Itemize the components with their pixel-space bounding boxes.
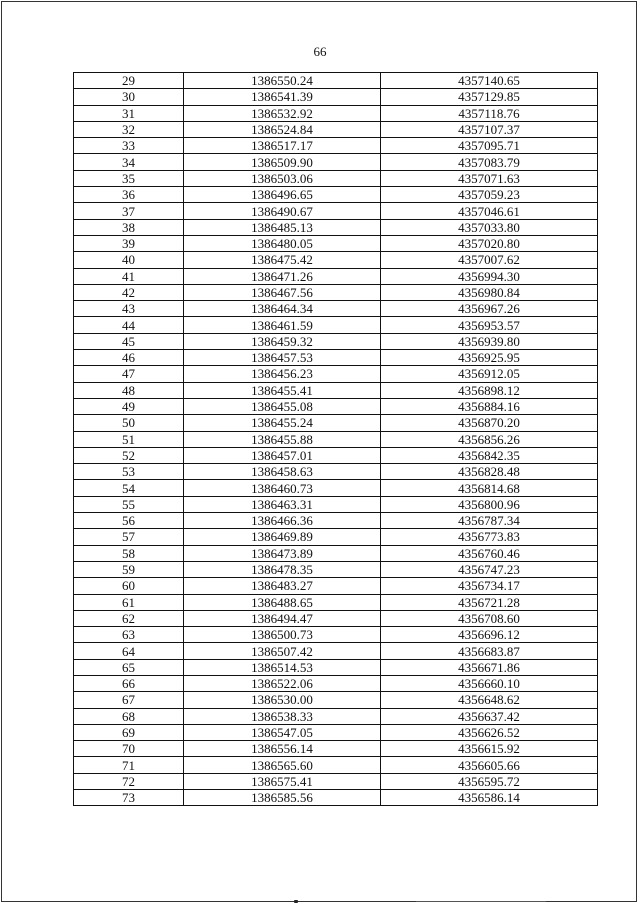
y-coordinate-cell: 4356828.48	[381, 464, 598, 480]
table-row	[74, 692, 598, 708]
x-coordinate-cell: 1386485.13	[184, 219, 381, 235]
y-coordinate-cell: 4357033.80	[381, 219, 598, 235]
point-number-cell: 35	[74, 170, 184, 186]
y-coordinate-cell: 4357140.65	[381, 73, 598, 89]
point-number-cell: 44	[74, 317, 184, 333]
y-coordinate-cell: 4357095.71	[381, 138, 598, 154]
table-row	[74, 350, 598, 366]
point-number-cell: 38	[74, 219, 184, 235]
point-number-cell: 53	[74, 464, 184, 480]
table-row	[74, 219, 598, 235]
x-coordinate-cell: 1386455.41	[184, 382, 381, 398]
table-row	[74, 138, 598, 154]
table-row	[74, 333, 598, 349]
y-coordinate-cell: 4356721.28	[381, 594, 598, 610]
y-coordinate-cell: 4356708.60	[381, 610, 598, 626]
coordinates-table-body	[74, 73, 598, 806]
y-coordinate-cell: 4357083.79	[381, 154, 598, 170]
y-coordinate-cell: 4356814.68	[381, 480, 598, 496]
table-row	[74, 382, 598, 398]
x-coordinate-cell: 1386458.63	[184, 464, 381, 480]
x-coordinate-cell: 1386460.73	[184, 480, 381, 496]
x-coordinate-cell: 1386541.39	[184, 89, 381, 105]
point-number-cell: 58	[74, 545, 184, 561]
y-coordinate-cell: 4356595.72	[381, 773, 598, 789]
point-number-cell: 72	[74, 773, 184, 789]
x-coordinate-cell: 1386530.00	[184, 692, 381, 708]
table-row	[74, 627, 598, 643]
x-coordinate-cell: 1386585.56	[184, 790, 381, 806]
point-number-cell: 73	[74, 790, 184, 806]
x-coordinate-cell: 1386457.53	[184, 350, 381, 366]
point-number-cell: 31	[74, 105, 184, 121]
x-coordinate-cell: 1386532.92	[184, 105, 381, 121]
y-coordinate-cell: 4356660.10	[381, 675, 598, 691]
y-coordinate-cell: 4356787.34	[381, 513, 598, 529]
table-row	[74, 529, 598, 545]
y-coordinate-cell: 4356747.23	[381, 561, 598, 577]
table-row	[74, 121, 598, 137]
table-row	[74, 464, 598, 480]
table-row	[74, 447, 598, 463]
point-number-cell: 64	[74, 643, 184, 659]
y-coordinate-cell: 4356696.12	[381, 627, 598, 643]
y-coordinate-cell: 4356637.42	[381, 708, 598, 724]
point-number-cell: 62	[74, 610, 184, 626]
y-coordinate-cell: 4356939.80	[381, 333, 598, 349]
point-number-cell: 39	[74, 235, 184, 251]
x-coordinate-cell: 1386500.73	[184, 627, 381, 643]
table-row	[74, 170, 598, 186]
table-row	[74, 513, 598, 529]
footer-line	[416, 901, 546, 902]
table-row	[74, 708, 598, 724]
point-number-cell: 67	[74, 692, 184, 708]
table-row	[74, 561, 598, 577]
y-coordinate-cell: 4357007.62	[381, 252, 598, 268]
point-number-cell: 29	[74, 73, 184, 89]
x-coordinate-cell: 1386524.84	[184, 121, 381, 137]
coordinates-table	[73, 72, 598, 806]
y-coordinate-cell: 4357129.85	[381, 89, 598, 105]
point-number-cell: 46	[74, 350, 184, 366]
x-coordinate-cell: 1386473.89	[184, 545, 381, 561]
x-coordinate-cell: 1386480.05	[184, 235, 381, 251]
table-row	[74, 724, 598, 740]
point-number-cell: 33	[74, 138, 184, 154]
point-number-cell: 59	[74, 561, 184, 577]
point-number-cell: 52	[74, 447, 184, 463]
point-number-cell: 43	[74, 301, 184, 317]
point-number-cell: 65	[74, 659, 184, 675]
x-coordinate-cell: 1386522.06	[184, 675, 381, 691]
y-coordinate-cell: 4356648.62	[381, 692, 598, 708]
y-coordinate-cell: 4356800.96	[381, 496, 598, 512]
point-number-cell: 55	[74, 496, 184, 512]
table-row	[74, 741, 598, 757]
y-coordinate-cell: 4356760.46	[381, 545, 598, 561]
y-coordinate-cell: 4356994.30	[381, 268, 598, 284]
table-row	[74, 643, 598, 659]
x-coordinate-cell: 1386461.59	[184, 317, 381, 333]
table-row	[74, 431, 598, 447]
x-coordinate-cell: 1386517.17	[184, 138, 381, 154]
point-number-cell: 69	[74, 724, 184, 740]
y-coordinate-cell: 4356925.95	[381, 350, 598, 366]
point-number-cell: 32	[74, 121, 184, 137]
point-number-cell: 61	[74, 594, 184, 610]
y-coordinate-cell: 4356967.26	[381, 301, 598, 317]
y-coordinate-cell: 4356856.26	[381, 431, 598, 447]
x-coordinate-cell: 1386488.65	[184, 594, 381, 610]
x-coordinate-cell: 1386469.89	[184, 529, 381, 545]
x-coordinate-cell: 1386575.41	[184, 773, 381, 789]
y-coordinate-cell: 4357046.61	[381, 203, 598, 219]
table-row	[74, 398, 598, 414]
table-row	[74, 235, 598, 251]
table-row	[74, 317, 598, 333]
point-number-cell: 47	[74, 366, 184, 382]
point-number-cell: 68	[74, 708, 184, 724]
x-coordinate-cell: 1386496.65	[184, 187, 381, 203]
y-coordinate-cell: 4356683.87	[381, 643, 598, 659]
y-coordinate-cell: 4356615.92	[381, 741, 598, 757]
x-coordinate-cell: 1386457.01	[184, 447, 381, 463]
y-coordinate-cell: 4356626.52	[381, 724, 598, 740]
point-number-cell: 41	[74, 268, 184, 284]
x-coordinate-cell: 1386538.33	[184, 708, 381, 724]
y-coordinate-cell: 4356953.57	[381, 317, 598, 333]
table-row	[74, 268, 598, 284]
x-coordinate-cell: 1386509.90	[184, 154, 381, 170]
point-number-cell: 51	[74, 431, 184, 447]
x-coordinate-cell: 1386466.36	[184, 513, 381, 529]
x-coordinate-cell: 1386503.06	[184, 170, 381, 186]
x-coordinate-cell: 1386490.67	[184, 203, 381, 219]
point-number-cell: 37	[74, 203, 184, 219]
table-row	[74, 578, 598, 594]
x-coordinate-cell: 1386455.24	[184, 415, 381, 431]
table-row	[74, 659, 598, 675]
table-row	[74, 675, 598, 691]
table-row	[74, 773, 598, 789]
x-coordinate-cell: 1386547.05	[184, 724, 381, 740]
x-coordinate-cell: 1386467.56	[184, 284, 381, 300]
x-coordinate-cell: 1386483.27	[184, 578, 381, 594]
point-number-cell: 57	[74, 529, 184, 545]
point-number-cell: 42	[74, 284, 184, 300]
y-coordinate-cell: 4357020.80	[381, 235, 598, 251]
point-number-cell: 50	[74, 415, 184, 431]
y-coordinate-cell: 4356912.05	[381, 366, 598, 382]
y-coordinate-cell: 4356980.84	[381, 284, 598, 300]
x-coordinate-cell: 1386565.60	[184, 757, 381, 773]
y-coordinate-cell: 4357059.23	[381, 187, 598, 203]
point-number-cell: 49	[74, 398, 184, 414]
x-coordinate-cell: 1386556.14	[184, 741, 381, 757]
point-number-cell: 36	[74, 187, 184, 203]
point-number-cell: 71	[74, 757, 184, 773]
x-coordinate-cell: 1386463.31	[184, 496, 381, 512]
x-coordinate-cell: 1386494.47	[184, 610, 381, 626]
y-coordinate-cell: 4356842.35	[381, 447, 598, 463]
x-coordinate-cell: 1386471.26	[184, 268, 381, 284]
point-number-cell: 63	[74, 627, 184, 643]
page-number: 66	[313, 44, 327, 59]
table-row	[74, 757, 598, 773]
y-coordinate-cell: 4356586.14	[381, 790, 598, 806]
y-coordinate-cell: 4356884.16	[381, 398, 598, 414]
table-row	[74, 105, 598, 121]
y-coordinate-cell: 4356870.20	[381, 415, 598, 431]
table-row	[74, 594, 598, 610]
y-coordinate-cell: 4357107.37	[381, 121, 598, 137]
table-row	[74, 284, 598, 300]
point-number-cell: 40	[74, 252, 184, 268]
x-coordinate-cell: 1386464.34	[184, 301, 381, 317]
x-coordinate-cell: 1386455.88	[184, 431, 381, 447]
table-row	[74, 480, 598, 496]
table-row	[74, 301, 598, 317]
table-row	[74, 790, 598, 806]
table-row	[74, 203, 598, 219]
point-number-cell: 34	[74, 154, 184, 170]
y-coordinate-cell: 4357071.63	[381, 170, 598, 186]
point-number-cell: 54	[74, 480, 184, 496]
point-number-cell: 45	[74, 333, 184, 349]
point-number-cell: 70	[74, 741, 184, 757]
table-row	[74, 154, 598, 170]
x-coordinate-cell: 1386514.53	[184, 659, 381, 675]
point-number-cell: 30	[74, 89, 184, 105]
table-row	[74, 415, 598, 431]
x-coordinate-cell: 1386459.32	[184, 333, 381, 349]
point-number-cell: 56	[74, 513, 184, 529]
footer-mark	[294, 900, 298, 903]
table-row	[74, 610, 598, 626]
y-coordinate-cell: 4356734.17	[381, 578, 598, 594]
x-coordinate-cell: 1386478.35	[184, 561, 381, 577]
table-row	[74, 545, 598, 561]
table-row	[74, 73, 598, 89]
point-number-cell: 66	[74, 675, 184, 691]
y-coordinate-cell: 4356671.86	[381, 659, 598, 675]
y-coordinate-cell: 4356898.12	[381, 382, 598, 398]
table-row	[74, 496, 598, 512]
table-row	[74, 187, 598, 203]
x-coordinate-cell: 1386550.24	[184, 73, 381, 89]
table-row	[74, 366, 598, 382]
x-coordinate-cell: 1386507.42	[184, 643, 381, 659]
x-coordinate-cell: 1386475.42	[184, 252, 381, 268]
table-row	[74, 89, 598, 105]
x-coordinate-cell: 1386456.23	[184, 366, 381, 382]
y-coordinate-cell: 4357118.76	[381, 105, 598, 121]
x-coordinate-cell: 1386455.08	[184, 398, 381, 414]
point-number-cell: 60	[74, 578, 184, 594]
table-row	[74, 252, 598, 268]
point-number-cell: 48	[74, 382, 184, 398]
y-coordinate-cell: 4356773.83	[381, 529, 598, 545]
y-coordinate-cell: 4356605.66	[381, 757, 598, 773]
